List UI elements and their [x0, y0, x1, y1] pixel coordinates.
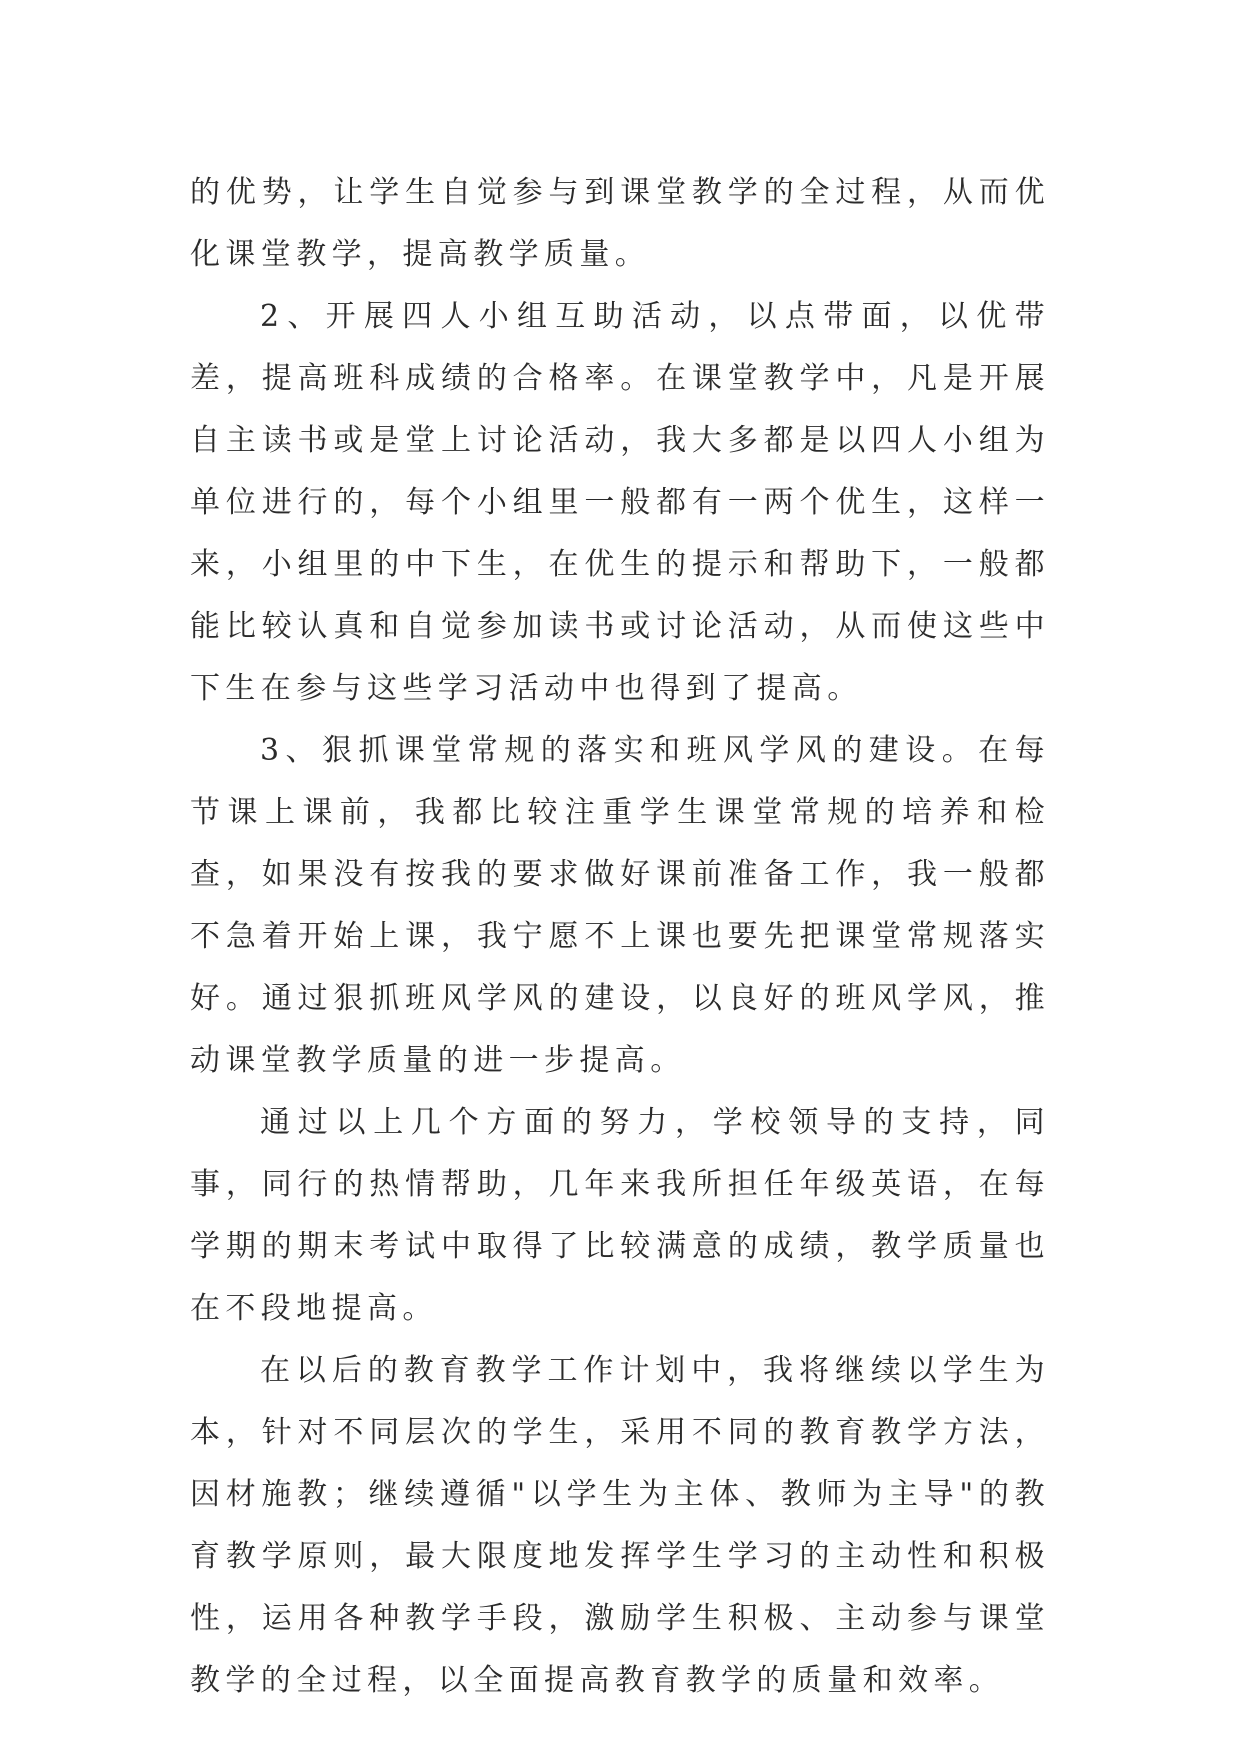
body-text: [190, 162, 1050, 1712]
paragraph-future-plan: 在以后的教育教学工作计划中，我将继续以学生为本，针对不同层次的学生，采用不同的教育教学方法，因材施教；继续遵循"以学生为主体、教师为主导"的教育教学原则，最大限度地发挥学生学习的主动性和积极性，运用各种教学手段，激励学生积极、主动参与课堂教学的全过程，以全面提高教育教学的质量和效率。: [190, 1353, 1050, 1698]
paragraph-continuation: 的优势，让学生自觉参与到课堂教学的全过程，从而优化课堂教学，提高教学质量。: [190, 175, 1050, 272]
paragraph-item-3: 3、狠抓课堂常规的落实和班风学风的建设。在每节课上课前，我都比较注重学生课堂常规的培养和检查，如果没有按我的要求做好课前准备工作，我一般都不急着开始上课，我宁愿不上课也要先把课堂常规落实好。通过狠抓班风学风的建设，以良好的班风学风，推动课堂教学质量的进一步提高。: [190, 733, 1050, 1078]
paragraph-item-2: 2、开展四人小组互助活动，以点带面，以优带差，提高班科成绩的合格率。在课堂教学中，凡是开展自主读书或是堂上讨论活动，我大多都是以四人小组为单位进行的，每个小组里一般都有一两个优生，这样一来，小组里的中下生，在优生的提示和帮助下，一般都能比较认真和自觉参加读书或讨论活动，从而使这些中下生在参与这些学习活动中也得到了提高。: [190, 299, 1050, 706]
paragraph-summary: 通过以上几个方面的努力，学校领导的支持，同事，同行的热情帮助，几年来我所担任年级英语，在每学期的期末考试中取得了比较满意的成绩，教学质量也在不段地提高。: [190, 1105, 1050, 1326]
